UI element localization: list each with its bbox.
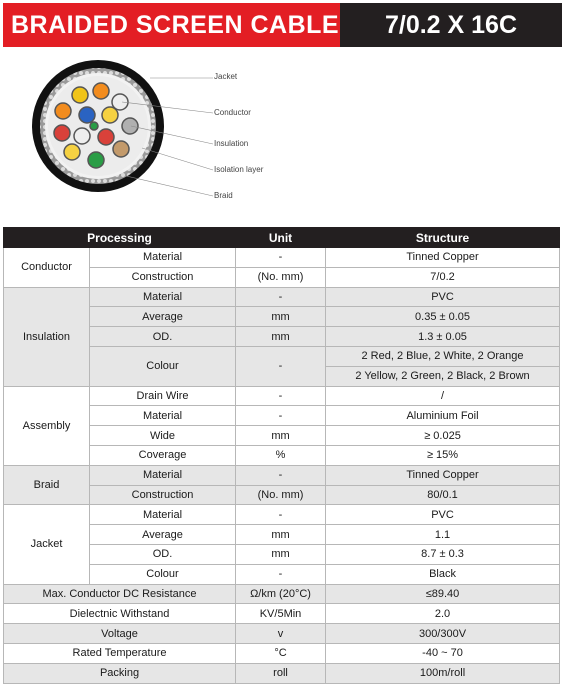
- unit-cell: -: [236, 465, 326, 485]
- product-title: BRAIDED SCREEN CABLE: [3, 3, 340, 47]
- value-cell: Black: [326, 564, 560, 584]
- param-cell: Wide: [90, 426, 236, 446]
- param-cell: Packing: [4, 663, 236, 683]
- unit-cell: -: [236, 386, 326, 406]
- table-row: [4, 386, 560, 406]
- unit-cell: mm: [236, 426, 326, 446]
- unit-cell: mm: [236, 307, 326, 327]
- param-cell: Material: [90, 287, 236, 307]
- value-cell: PVC: [326, 505, 560, 525]
- param-cell: Material: [90, 465, 236, 485]
- param-cell: Average: [90, 307, 236, 327]
- param-cell: Drain Wire: [90, 386, 236, 406]
- value-cell: Aluminium Foil: [326, 406, 560, 426]
- title-banner: [3, 3, 562, 47]
- unit-cell: v: [236, 624, 326, 644]
- param-cell: OD.: [90, 544, 236, 564]
- param-cell: Coverage: [90, 445, 236, 465]
- table-row: [4, 643, 560, 663]
- spec-table: [3, 227, 560, 684]
- group-insulation: Insulation: [4, 287, 90, 386]
- value-cell: ≥ 15%: [326, 445, 560, 465]
- table-row: [4, 604, 560, 624]
- value-cell: 0.35 ± 0.05: [326, 307, 560, 327]
- value-cell: Tinned Copper: [326, 465, 560, 485]
- unit-cell: (No. mm): [236, 267, 326, 287]
- table-row: [4, 663, 560, 683]
- value-cell: -40 ~ 70: [326, 643, 560, 663]
- table-row: [4, 248, 560, 268]
- value-cell: 2 Yellow, 2 Green, 2 Black, 2 Brown: [326, 366, 560, 386]
- param-cell: Average: [90, 525, 236, 545]
- group-jacket: Jacket: [4, 505, 90, 584]
- isolation-layer-callout: Isolation layer: [214, 165, 264, 174]
- jacket-callout: Jacket: [214, 72, 238, 81]
- param-cell: Material: [90, 406, 236, 426]
- unit-cell: -: [236, 406, 326, 426]
- unit-cell: mm: [236, 525, 326, 545]
- unit-cell: -: [236, 287, 326, 307]
- value-cell: 2 Red, 2 Blue, 2 White, 2 Orange: [326, 346, 560, 366]
- param-cell: Rated Temperature: [4, 643, 236, 663]
- param-cell: Colour: [90, 564, 236, 584]
- unit-cell: -: [236, 505, 326, 525]
- table-row: [4, 287, 560, 307]
- group-conductor: Conductor: [4, 248, 90, 288]
- value-cell: 2.0: [326, 604, 560, 624]
- value-cell: 300/300V: [326, 624, 560, 644]
- braid-callout: Braid: [214, 191, 233, 200]
- unit-cell: KV/5Min: [236, 604, 326, 624]
- conductor-callout: Conductor: [214, 108, 251, 117]
- param-cell: Voltage: [4, 624, 236, 644]
- unit-cell: -: [236, 564, 326, 584]
- table-row: [4, 584, 560, 604]
- header-processing: Processing: [4, 228, 236, 248]
- value-cell: 8.7 ± 0.3: [326, 544, 560, 564]
- param-cell: Colour: [90, 346, 236, 386]
- unit-cell: mm: [236, 327, 326, 347]
- unit-cell: °C: [236, 643, 326, 663]
- table-header-row: [4, 228, 560, 248]
- param-cell: OD.: [90, 327, 236, 347]
- value-cell: 80/0.1: [326, 485, 560, 505]
- value-cell: Tinned Copper: [326, 248, 560, 268]
- unit-cell: -: [236, 346, 326, 386]
- param-cell: Material: [90, 248, 236, 268]
- cable-cross-section: [30, 58, 290, 218]
- value-cell: 1.1: [326, 525, 560, 545]
- value-cell: ≤89.40: [326, 584, 560, 604]
- value-cell: ≥ 0.025: [326, 426, 560, 446]
- value-cell: 100m/roll: [326, 663, 560, 683]
- group-assembly: Assembly: [4, 386, 90, 465]
- table-row: [4, 505, 560, 525]
- param-cell: Construction: [90, 485, 236, 505]
- unit-cell: roll: [236, 663, 326, 683]
- header-unit: Unit: [236, 228, 326, 248]
- param-cell: Max. Conductor DC Resistance: [4, 584, 236, 604]
- value-cell: 1.3 ± 0.05: [326, 327, 560, 347]
- group-braid: Braid: [4, 465, 90, 505]
- table-row: [4, 465, 560, 485]
- param-cell: Construction: [90, 267, 236, 287]
- unit-cell: (No. mm): [236, 485, 326, 505]
- header-structure: Structure: [326, 228, 560, 248]
- value-cell: PVC: [326, 287, 560, 307]
- cable-diagram-svg: [30, 58, 290, 218]
- unit-cell: Ω/km (20°C): [236, 584, 326, 604]
- param-cell: Material: [90, 505, 236, 525]
- param-cell: Dielectnic Withstand: [4, 604, 236, 624]
- product-code: 7/0.2 X 16C: [340, 3, 562, 47]
- unit-cell: mm: [236, 544, 326, 564]
- value-cell: /: [326, 386, 560, 406]
- value-cell: 7/0.2: [326, 267, 560, 287]
- table-row: [4, 624, 560, 644]
- insulation-callout: Insulation: [214, 139, 249, 148]
- unit-cell: %: [236, 445, 326, 465]
- unit-cell: -: [236, 248, 326, 268]
